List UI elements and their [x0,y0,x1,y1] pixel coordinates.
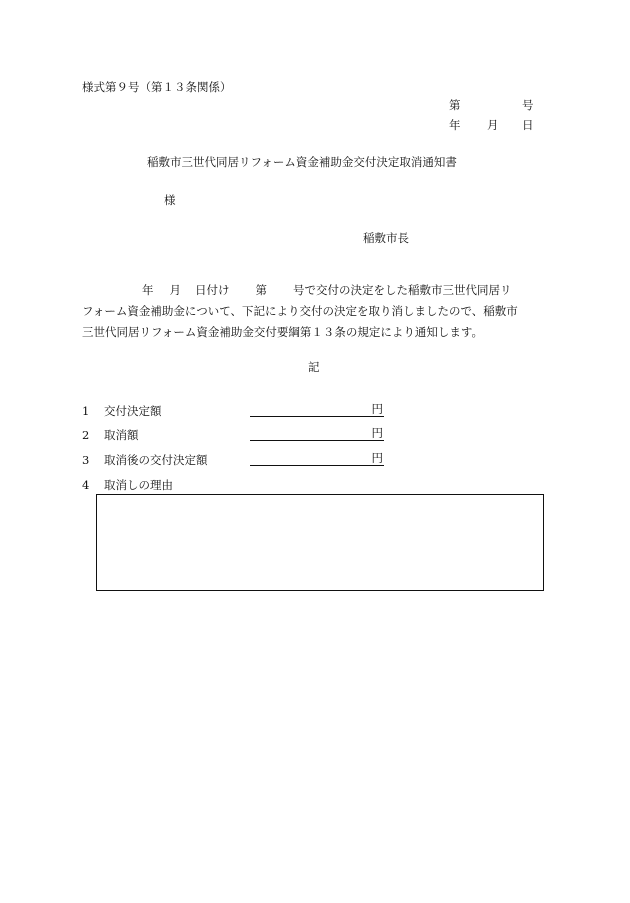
amount-field-cancelled[interactable] [250,428,384,441]
item-number: 4 [82,478,90,492]
item-label: 取消しの理由 [104,478,173,492]
item-number: 1 [82,404,90,418]
list-item [82,480,173,492]
list-item [82,406,162,418]
list-item [82,430,139,442]
date-month-label: 月 [487,118,499,132]
body-dated: 日付け [195,283,230,297]
body-line-2: フォーム資金補助金について、下記により交付の決定を取り消しましたので、稲敷市 [82,304,518,318]
item-number: 2 [82,428,90,442]
item-label: 取消後の交付決定額 [104,453,208,467]
reason-textbox[interactable] [96,494,544,591]
amount-field-granted[interactable] [250,404,384,417]
form-label: 様式第９号（第１３条関係） [82,80,232,94]
document-title: 稲敷市三世代同居リフォーム資金補助金交付決定取消通知書 [147,155,457,169]
item-label: 取消額 [104,428,139,442]
ki-heading: 記 [308,360,320,374]
item-label: 交付決定額 [104,404,162,418]
body-dai: 第 [255,283,267,297]
document-number-suffix: 号 [522,98,534,112]
body-line1-rest: 号で交付の決定をした稲敷市三世代同居リ [293,283,512,297]
list-item [82,455,208,467]
yen-unit: 円 [371,402,383,416]
body-line-3: 三世代同居リフォーム資金補助金交付要綱第１３条の規定により通知します。 [82,325,484,339]
yen-unit: 円 [371,451,383,465]
document-number-prefix: 第 [449,98,461,112]
amount-field-remaining[interactable] [250,453,384,466]
issuer-name: 稲敷市長 [363,231,409,245]
body-line-1 [82,285,512,297]
date-year-label: 年 [449,118,461,132]
body-month: 月 [169,283,181,297]
body-year: 年 [142,283,154,297]
yen-unit: 円 [371,426,383,440]
addressee-honorific: 様 [164,193,176,207]
date-day-label: 日 [522,118,534,132]
item-number: 3 [82,453,90,467]
